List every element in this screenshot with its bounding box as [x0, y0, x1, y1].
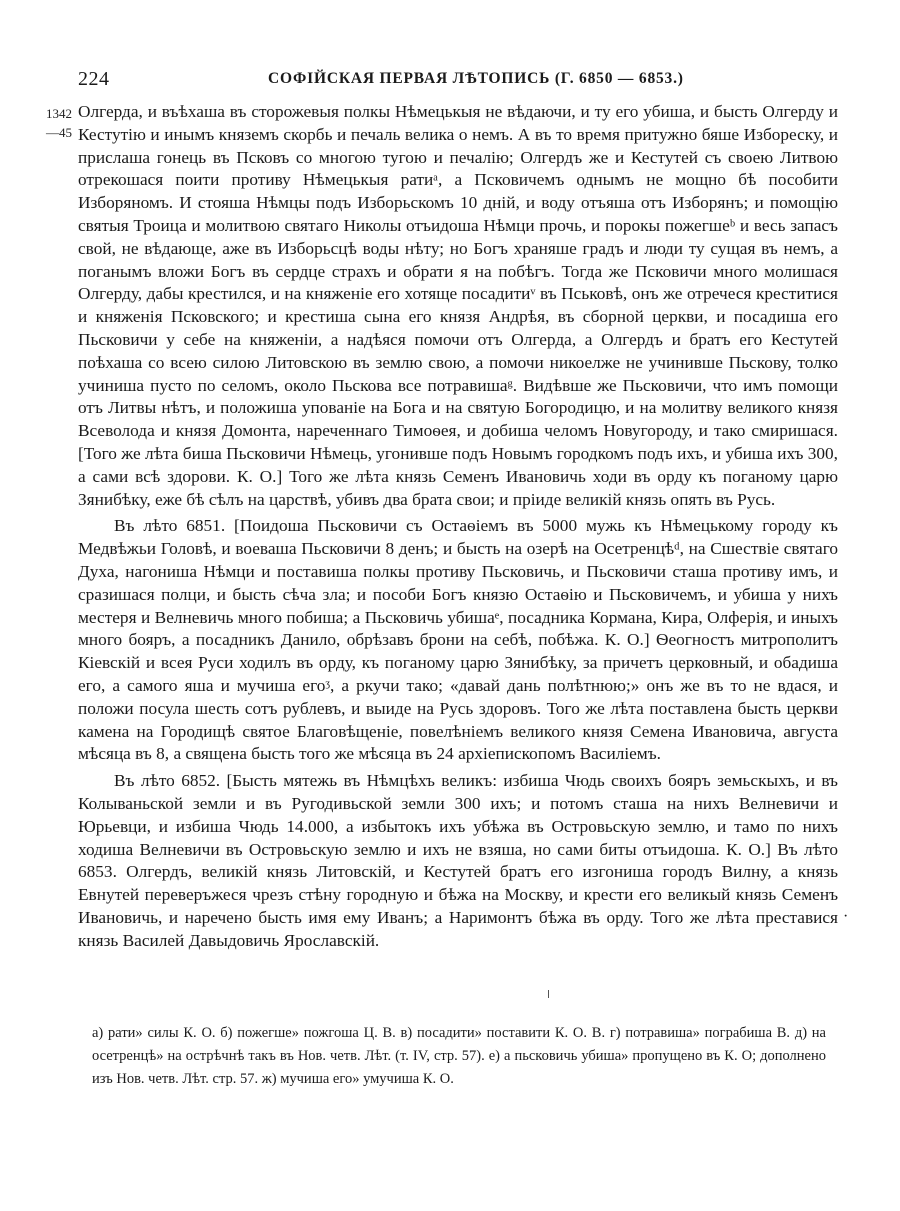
page-number: 224	[78, 68, 110, 90]
margin-dot: ·	[843, 908, 849, 925]
paragraph-3: Въ лѣто 6852. [Бысть мятежь въ Нѣмцѣхъ великъ: избиша Чюдь своихъ бояръ земьскыхъ, и въ Колываньской земли и въ Ругодивьской земли 300 ихъ; и потомъ сташа на нихъ Велневичи и Юрьевци, и избиша Чюдь 14.000, а избытокъ ихъ убѣжа въ Островьскую землю, и тамо по нихъ ходиша Велневичи въ Островьскую землю и ихъ не взяша, но сами биты отъидоша. К. О.] Въ лѣто 6853. Олгердъ, великій князь Литовскій, и Кестутей братъ его изгониша городъ Вилну, а князь Евнутей переверъжеся чрезъ стѣну городную и бѣжа на Москву, и крести его великый князь Семенъ Ивановичь, и наречено бысть имя ему Иванъ; а Наримонтъ бѣжа въ орду. Того же лѣта преставися князь Василей Давыдовичь Ярославскій.	[78, 771, 838, 950]
separator-tick	[548, 990, 549, 998]
paragraph-2: Въ лѣто 6851. [Поидоша Пьсковичи съ Остаѳіемъ въ 5000 мужь къ Нѣмецькому городу къ Медвѣжьи Головѣ, и воеваша Пьсковичи 8 денъ; и бысть на озерѣ на Осетренцѣᵈ, на Сшествіе святаго Духа, нагониша Нѣмци и поставиша полкы противу Пьсковичь, и Пьсковичи сташа противу имъ, и сразишася полци, и бысть сѣча зла; и пособи Богъ князю Остаѳію и Пьсковичемъ, и убиша у нихъ местеря и Велневичь много побиша; а Пьсковичь убишаᵉ, посадника Кормана, Кира, Олферія, и иныхъ много бояръ, а посадникъ Данило, обрѣзавъ брони на себѣ, побѣжа. К. О.] Ѳеогностъ митрополитъ Кіевскій и всея Руси ходилъ въ орду, къ поганому царю Зянибѣку, за причетъ церковный, и обадиша его, а самого яша и мучиша егоᶾ, а ркучи тако; «давай дань полѣтнюю;» онъ же въ то не вдася, и положи посула шесть сотъ рублевъ, и выиде на Русь здоровъ. Того же лѣта поставлена бысть церкви камена на Городищѣ святое Благовѣщеніе, повелѣніемъ великого князя Семена Ивановича, августа мѣсяца въ 8, а священа бысть того же мѣсяца въ 24 архіепископомъ Василіемъ.	[78, 516, 838, 764]
footnotes: а) рати» силы К. О. б) пожегше» пожгоша Ц. В. в) посадити» поставити К. О. В. г) потравиша» пограбиша В. д) на осетренцѣ» на острѣчнѣ такъ въ Нов. четв. Лѣт. (т. IV, стр. 57). е) а пьсковичь убиша» пропущено въ К. О; дополнено изъ Нов. четв. Лѣт. стр. 57. ж) мучиша его» умучиша К. О.	[92, 1025, 826, 1087]
page-header	[78, 68, 838, 94]
paragraph-1: Олгерда, и въѣхаша въ сторожевыя полкы Нѣмецькыя не вѣдаючи, и ту его убиша, и бысть Олгерду и Кестутію и инымъ княземъ скорбь и печаль велика о немъ. А въ то время притужно бяше Избореску, и прислаша гонець въ Псковъ со многою тугою и печалію; Олгердъ же и Кестутей съ своею Литвою отрекошася поити противу Нѣмецькыя ратиᵃ, а Псковичемъ однымъ не мощно бѣ пособити Изборяномъ. И стояша Нѣмцы подъ Изборьскомъ 10 днiй, и воду отъяша отъ Изборянъ; и помощію святыя Троица и молитвою святаго Николы отъидоша Нѣмци прочь, и порокы пожегшеᵇ и весь запасъ свой, не вѣдающе, аже въ Изборьсцѣ воды нѣту; но Богъ храняше градъ и люди ту сущая въ немъ, а поганымъ вложи Богъ въ сердце страхъ и обрати я на побѣгъ. Тогда же Псковичи много молишася Олгерду, дабы крестился, и на княженіе его хотяще посадитиᵛ въ Пськовѣ, онъ же отречеся креститися и княженія Псковского; и крестиша сына его князя Андрѣя, въ сборной церкви, и посадиша его Пьсковичи у себе на княженіи, а надѣяся помочи отъ Олгерда, а Олгердъ и братъ его Кестутей поѣхаша со всею силою Литовскою въ землю свою, а помочи никоелже не учинивше Пьскову, толко учиниша пусто по селомъ, около Пьскова все потравишаᵍ. Видѣвше же Пьсковичи, что имъ помощи отъ Литвы нѣтъ, и положиша упованіе на Бога и на святую Богородицю, и на молитву великого князя Всеволода и князя Домонта, нареченнаго Тимоѳея, и добиша челомъ Новугороду, и тако смиришася. [Того же лѣта биша Пьсковичи Нѣмець, угонивше подъ Новымъ городкомъ подъ ихъ, и убиша ихъ 300, а сами всѣ здорови. К. О.] Того же лѣта князь Семенъ Ивановичь ходи въ орду къ поганому царю Зянибѣку, еже бѣ сѣлъ на царствѣ, убивъ два брата свои; и пріиде великій князь опять въ Русь.	[78, 102, 838, 509]
margin-year-end: —45	[46, 125, 72, 140]
margin-year-start: 1342	[46, 106, 72, 121]
running-title: СОФІЙСКАЯ ПЕРВАЯ ЛѢТОПИСЬ (Г. 6850 — 6853.)	[268, 70, 684, 87]
chronicle-text	[78, 101, 838, 956]
